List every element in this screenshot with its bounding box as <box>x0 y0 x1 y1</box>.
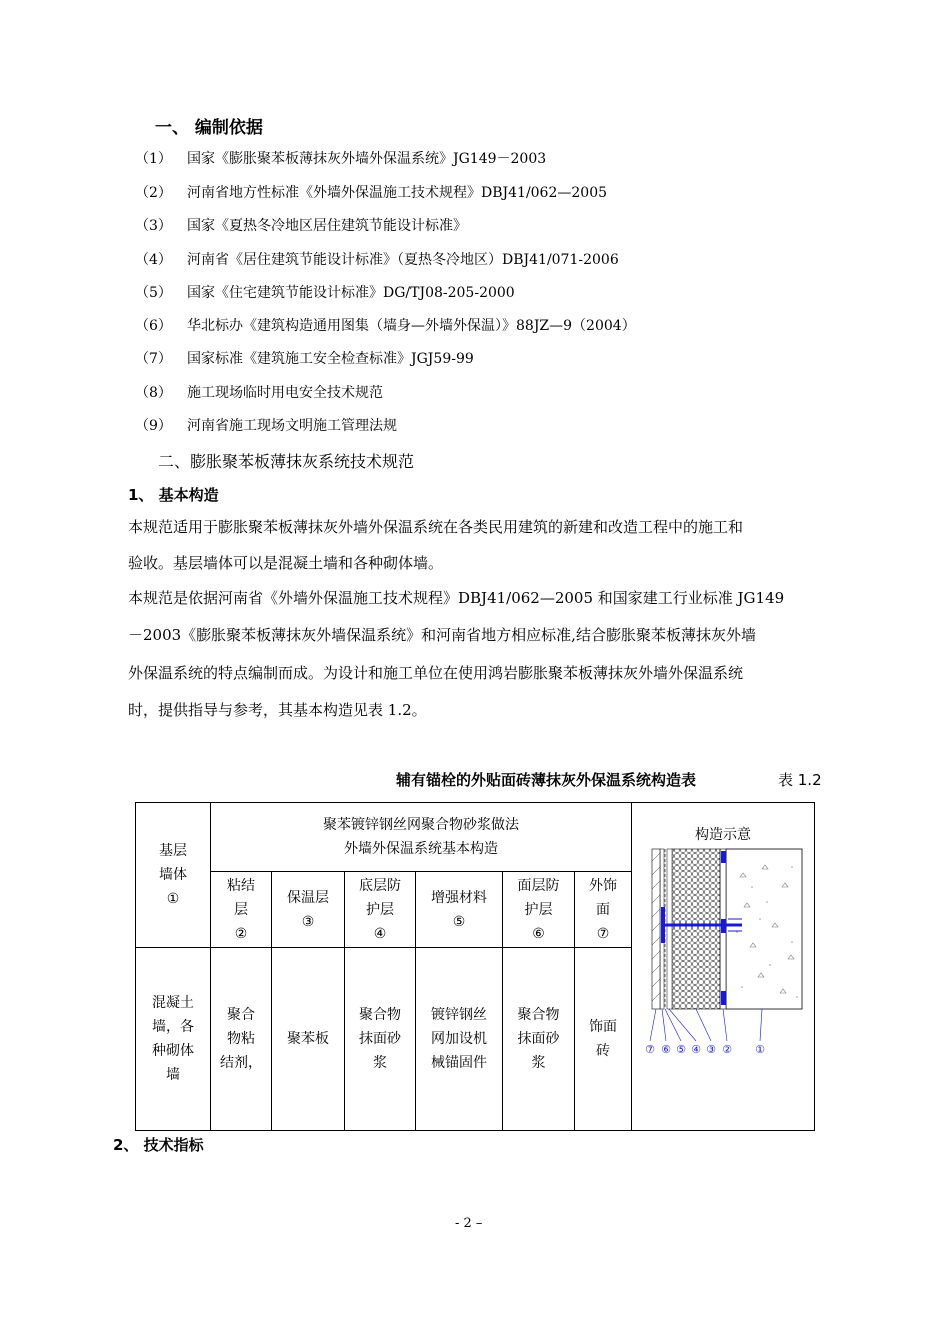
cell-line: 聚合 <box>227 1007 255 1023</box>
list-item-text: 国家标准《建筑施工安全检查标准》JGJ59-99 <box>187 351 474 367</box>
diagram-label: ⑥ <box>661 1043 671 1056</box>
list-item-number: （1） <box>135 151 172 167</box>
tile-face <box>652 849 660 1009</box>
cell-finish-coat <box>503 948 575 1131</box>
list-item-text: 国家《膨胀聚苯板薄抹灰外墙外保温系统》JG149－2003 <box>187 151 547 167</box>
cell-line: 械锚固件 <box>431 1055 487 1071</box>
list-item <box>135 148 835 168</box>
cell-line: 浆 <box>373 1055 387 1071</box>
paragraph-2-line-1: 本规范是依据河南省《外墙外保温施工技术规程》DBJ41/062—2005 和国家建工行业标准 JG149 <box>128 589 785 607</box>
list-item <box>135 382 835 402</box>
header-diagram: 构造示意 <box>695 827 751 843</box>
header-line: ⑥ <box>532 925 545 942</box>
section-1-title: 一、 编制依据 <box>155 118 263 138</box>
diagram-label: ② <box>722 1043 732 1056</box>
cell-line: 浆 <box>531 1055 546 1071</box>
header-line: 基层 <box>159 843 187 859</box>
diagram-labels <box>645 1043 765 1056</box>
list-item <box>135 249 835 269</box>
cell-line: 墙，各 <box>152 1019 194 1035</box>
cell-insulation <box>272 948 345 1131</box>
subsection-basic-structure: 1、 基本构造 <box>128 486 219 504</box>
cell-adhesive <box>211 948 272 1131</box>
list-item-text: 华北标办《建筑构造通用图集（墙身—外墙外保温）》88JZ—9（2004） <box>187 318 636 334</box>
header-line: ⑦ <box>596 925 610 942</box>
list-item <box>135 348 835 368</box>
list-item <box>135 415 835 435</box>
table-header-row <box>136 803 815 872</box>
cell-line: 种砌体 <box>152 1043 194 1059</box>
cell-facing <box>575 948 632 1131</box>
paragraph-1-line-2: 验收。基层墙体可以是混凝土墙和各种砌体墙。 <box>128 554 444 572</box>
header-line: 外饰 <box>589 877 617 894</box>
header-line: 增强材料 <box>431 889 487 906</box>
adhesive-dab <box>721 991 726 1005</box>
list-item-number: （3） <box>135 218 172 234</box>
header-line: 底层防 <box>359 877 401 894</box>
header-group <box>211 803 632 872</box>
list-item <box>135 282 835 302</box>
cell-line: 抹面砂 <box>517 1031 560 1047</box>
list-item <box>135 215 835 235</box>
cell-line: 墙 <box>166 1067 180 1083</box>
header-col-reinforcement <box>416 872 503 948</box>
header-col-insulation <box>272 872 345 948</box>
header-line: 层 <box>234 901 248 918</box>
list-item-text: 河南省《居住建筑节能设计标准》（夏热冬冷地区）DBJ41/071-2006 <box>187 252 619 268</box>
page-number: - 2 – <box>455 1216 483 1231</box>
cell-line: 镀锌钢丝 <box>431 1007 487 1023</box>
list-item-number: （8） <box>135 385 172 401</box>
list-item-text: 河南省地方性标准《外墙外保温施工技术规程》DBJ41/062—2005 <box>187 185 608 201</box>
header-line: ① <box>166 891 180 907</box>
paragraph-2-line-3: 外保温系统的特点编制而成。为设计和施工单位在使用鸿岩膨胀聚苯板薄抹灰外墙外保温系统 <box>128 664 744 682</box>
list-item-number: （6） <box>135 318 172 334</box>
header-base-wall <box>136 803 211 948</box>
paragraph-1-line-1: 本规范适用于膨胀聚苯板薄抹灰外墙外保温系统在各类民用建筑的新建和改造工程中的施工和 <box>128 518 744 536</box>
cell-line: 物粘 <box>227 1031 255 1047</box>
cell-line: 抹面砂 <box>359 1031 401 1047</box>
table-caption: 辅有锚栓的外贴面砖薄抹灰外保温系统构造表 <box>396 771 697 789</box>
cell-base-wall <box>136 948 211 1131</box>
diagram-label: ⑦ <box>645 1043 655 1056</box>
diagram-cell <box>632 803 815 1131</box>
header-line: 保温层 <box>287 889 329 906</box>
paragraph-2-line-4: 时，提供指导与参考，其基本构造见表 1.2。 <box>128 701 427 719</box>
header-line: 护层 <box>524 901 553 918</box>
section-2-title: 二、膨胀聚苯板薄抹灰系统技术规范 <box>158 452 415 471</box>
cell-base-coat <box>345 948 416 1131</box>
list-item-number: （5） <box>135 285 172 301</box>
list-item-text: 国家《住宅建筑节能设计标准》DG/TJ08-205-2000 <box>187 285 515 301</box>
cell-line: 聚合物 <box>359 1007 401 1023</box>
list-item-text: 施工现场临时用电安全技术规范 <box>187 385 383 401</box>
diagram-label: ④ <box>691 1043 701 1056</box>
paragraph-2-line-2: －2003《膨胀聚苯板薄抹灰外墙保温系统》和河南省地方相应标准,结合膨胀聚苯板薄抹灰外墙 <box>128 626 756 644</box>
cell-line: 饰面 <box>589 1019 617 1035</box>
construction-table <box>135 802 815 1131</box>
concrete-wall <box>726 849 802 1009</box>
cell-line: 结剂， <box>220 1055 262 1071</box>
header-line: ④ <box>373 925 387 942</box>
diagram-label: ① <box>755 1043 765 1056</box>
cell-reinforcement <box>416 948 503 1131</box>
list-item-text: 国家《夏热冬冷地区居住建筑节能设计标准》 <box>187 218 467 234</box>
header-line: 粘结 <box>227 877 255 894</box>
header-line: 面层防 <box>517 877 560 894</box>
list-item-number: （2） <box>135 185 172 201</box>
header-line: ③ <box>301 913 315 930</box>
header-line: 墙体 <box>159 867 187 883</box>
cell-line: 网加设机 <box>431 1031 487 1047</box>
cell-line: 聚合物 <box>517 1007 560 1023</box>
list-item-number: （4） <box>135 252 172 268</box>
header-line: ② <box>234 925 248 942</box>
subsection-technical-indicators: 2、 技术指标 <box>113 1136 204 1154</box>
header-line: 外墙外保温系统基本构造 <box>344 841 498 857</box>
header-col-base-coat <box>345 872 416 948</box>
base-coat <box>667 849 672 1009</box>
header-line: 聚苯镀锌钢丝网聚合物砂浆做法 <box>323 817 519 833</box>
header-line: 面 <box>596 901 610 918</box>
header-col-facing <box>575 872 632 948</box>
list-item-number: （7） <box>135 351 172 367</box>
diagram-label: ③ <box>706 1043 716 1056</box>
header-col-adhesive <box>211 872 272 948</box>
list-item-number: （9） <box>135 418 172 434</box>
adhesive-dab <box>721 851 726 863</box>
list-item <box>135 182 835 202</box>
diagram-label: ⑤ <box>676 1043 686 1056</box>
header-line: ⑤ <box>452 913 466 930</box>
leader-lines <box>650 1009 762 1041</box>
cell-line: 聚苯板 <box>287 1031 329 1047</box>
list-item-text: 河南省施工现场文明施工管理法规 <box>187 418 397 434</box>
table-number: 表 1.2 <box>778 771 822 789</box>
wall-section-diagram <box>632 847 814 1077</box>
header-line: 护层 <box>366 901 394 918</box>
list-item <box>135 315 835 335</box>
header-col-finish-coat <box>503 872 575 948</box>
cell-line: 混凝土 <box>152 995 194 1011</box>
eps-board <box>672 849 720 1009</box>
cell-line: 砖 <box>596 1043 610 1059</box>
